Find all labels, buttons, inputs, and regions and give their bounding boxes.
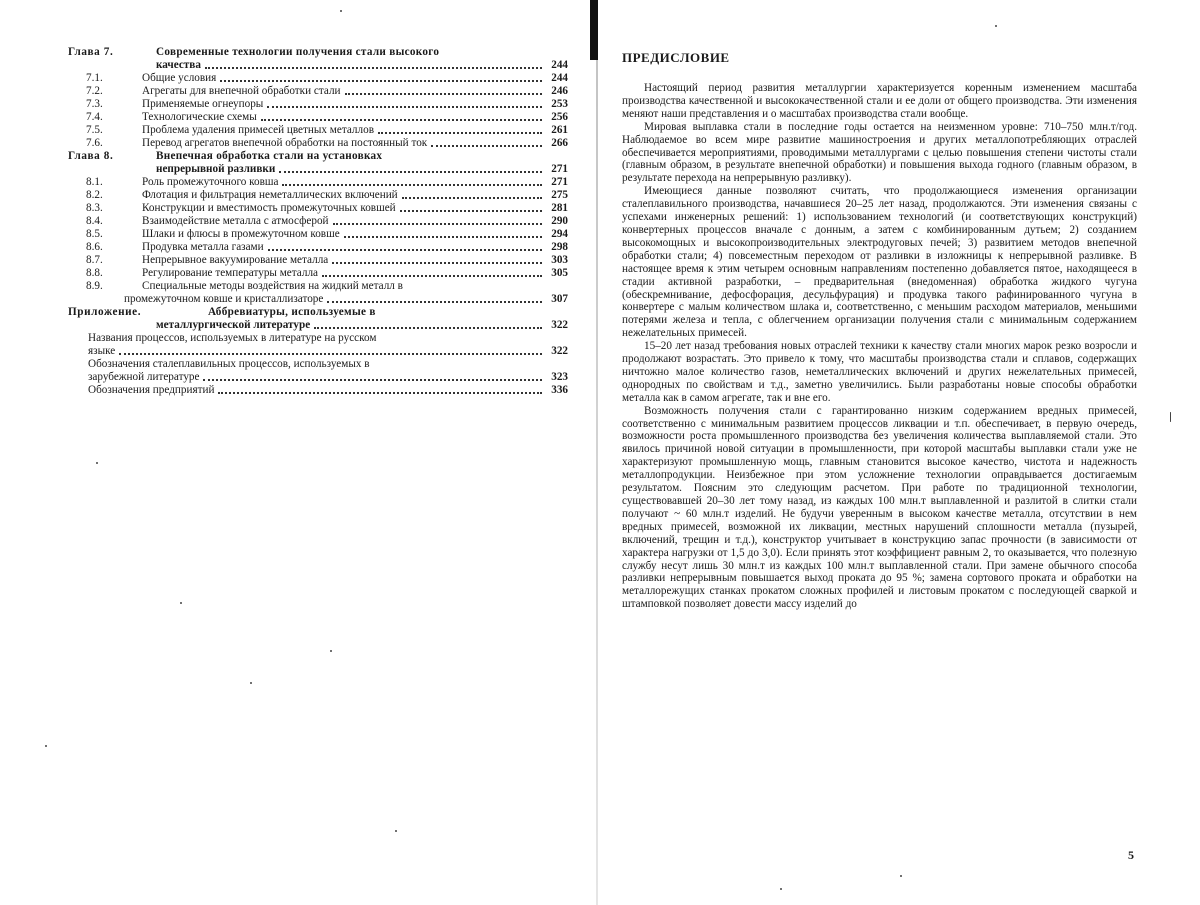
book-gutter-line bbox=[596, 60, 598, 905]
page-number: 5 bbox=[1128, 848, 1134, 862]
toc-entry-number: 8.8. bbox=[86, 267, 103, 279]
preface-paragraph: Возможность получения стали с гарантированно низким содержанием вредных примесей, соответственно с минимальным развитием процессов ликвации и т.п. обеспечивает, в первую очередь, возможности роста промышленного производства без увеличения количества выплавляемой стали. Это явилось причиной новой ситуации в промышленности, при которой масштабы выплавки стали уже не характеризуют промышленную мощь, главным становится высокое качество, чистота и надежность металлопродукции. Неизбежное при этом усложнение технологии оправдывается достигаемым результатом. Поясним это следующим расчетом. При работе по традиционной технологии, существовавшей 20–30 лет тому назад, из каждых 100 млн.т выплавленной и разлитой в слитки стали получают ~ 60 млн.т изделий. Не будучи уверенным в высоком качестве металла, отсутствии в нем вредных примесей, возможной их ликвации, местных нарушений сплошности металла (пузырей, включений, трещин и т.д.), конструктор учитывает в конструкцию запас прочности (в зависимости от характера нагрузки от 1,5 до 3,0). Если принять этот коэффициент равным 2, то оказывается, что полезную службу несут лишь 30 млн.т из каждых 100 млн.т выплавленной стали. При замене обычного способа разливки непрерывным повышается выход проката до 95 %; замена сортового проката и обработки на металлорежущих станках прокатом сложных профилей и листовым прокатом с последующей сваркой и штамповкой позволяет довести массу изделий до bbox=[622, 404, 1137, 611]
toc-entry-row bbox=[68, 85, 568, 98]
toc-entry-title: Внепечная обработка стали на установках bbox=[156, 150, 383, 162]
toc-dot-leader bbox=[322, 274, 542, 277]
toc-chapter-row bbox=[68, 46, 568, 59]
toc-entry-title: Агрегаты для внепечной обработки стали bbox=[142, 85, 341, 97]
toc-entry-title: зарубежной литературе bbox=[88, 371, 200, 383]
toc-page-number: 266 bbox=[551, 137, 568, 149]
toc-dot-leader bbox=[380, 315, 542, 316]
toc-entry-title: Роль промежуточного ковша bbox=[142, 176, 279, 188]
toc-entry-title: Продувка металла газами bbox=[142, 241, 264, 253]
toc-entry-title: Проблема удаления примесей цветных металлов bbox=[142, 124, 374, 136]
toc-entry-row bbox=[68, 332, 568, 345]
toc-entry-row bbox=[68, 280, 568, 293]
toc-page-number: 244 bbox=[551, 59, 568, 71]
scan-speck bbox=[780, 888, 782, 890]
toc-page-number: 281 bbox=[551, 202, 568, 214]
toc-entry-row bbox=[68, 124, 568, 137]
toc-entry-row bbox=[68, 202, 568, 215]
toc-chapter-label: Приложение. bbox=[68, 306, 142, 318]
toc-page-number: 322 bbox=[551, 319, 568, 331]
toc-entry-title: Аббревиатуры, используемые в bbox=[208, 306, 376, 318]
scan-speck bbox=[1170, 412, 1171, 422]
toc-page-number: 303 bbox=[551, 254, 568, 266]
toc-entry-number: 8.9. bbox=[86, 280, 103, 292]
preface-paragraph: Имеющиеся данные позволяют считать, что продолжающиеся изменения организации сталеплавильного производства, начавшиеся 20–25 лет назад, продолжаются. Эти изменения связаны с успехами инженерных решений: 1) использованием технологий (и соответствующих конструкций) конвертерных процессов вначале с донным, а затем с комбинированным дутьем; 2) созданием высокомощных и высокопроизводительных электродуговых печей; 3) развитием методов внепечной обработки стали; 4) повсеместным переходом от разливки в изложницы к непрерывной разливке. В настоящее время к этим четырем основным направлениям постепенно добавляется пятое, находящееся в стадии активной разработки, – предварительная (внедоменная) обработка жидкого чугуна (обескремнивание, дефосфорация, десульфурация) и продувка такого рафинированного чугуна в конвертере с малым количеством шлака и, соответственно, с меньшим расходом материалов, меньшими потерями железа и тепла, с облегчением организации получения стали с минимальным содержанием нежелательных примесей. bbox=[622, 185, 1137, 340]
toc-dot-leader bbox=[380, 341, 542, 342]
toc-entry-number: 8.2. bbox=[86, 189, 103, 201]
toc-entry-number: 7.2. bbox=[86, 85, 103, 97]
toc-entry-title: Взаимодействие металла с атмосферой bbox=[142, 215, 329, 227]
toc-entry-number: 8.1. bbox=[86, 176, 103, 188]
scan-speck bbox=[180, 602, 182, 604]
toc-page-number: 256 bbox=[551, 111, 568, 123]
toc-page-number: 322 bbox=[551, 345, 568, 357]
preface-paragraph: Мировая выплавка стали в последние годы остается на неизменном уровне: 710–750 млн.т/год. Наблюдаемое во всем мире развитие машиностроения и других металлопотребляющих отраслей обеспечивается мероприятиями, проводимыми металлургами с целью повышения степени чистоты стали (главным образом, в результате внепечной обработки) и повышения выхода годного (главным образом, в результате перехода на непрерывную разливку). bbox=[622, 120, 1137, 185]
toc-entry-row bbox=[68, 228, 568, 241]
toc-entry-title: Специальные методы воздействия на жидкий металл в bbox=[142, 280, 403, 292]
toc-dot-leader bbox=[279, 170, 542, 173]
toc-dot-leader bbox=[402, 196, 542, 199]
preface-body bbox=[622, 82, 1137, 611]
toc-entry-row bbox=[68, 137, 568, 150]
toc-entry-row bbox=[68, 345, 568, 358]
toc-entry-row bbox=[68, 98, 568, 111]
scan-speck bbox=[395, 830, 397, 832]
book-gutter-shadow bbox=[590, 0, 598, 60]
toc-chapter-label: Глава 7. bbox=[68, 46, 114, 58]
toc-dot-leader bbox=[220, 79, 542, 82]
scan-speck bbox=[900, 875, 902, 877]
toc-entry-title: Флотация и фильтрация неметаллических включений bbox=[142, 189, 398, 201]
toc-entry-title: Обозначения сталеплавильных процессов, используемых в bbox=[88, 358, 370, 370]
toc-entry-number: 7.6. bbox=[86, 137, 103, 149]
toc-page-number: 305 bbox=[551, 267, 568, 279]
toc-entry-title: непрерывной разливки bbox=[156, 163, 276, 175]
toc-entry-title: Современные технологии получения стали высокого bbox=[156, 46, 440, 58]
toc-entry-title: Обозначения предприятий bbox=[88, 384, 215, 396]
toc-entry-number: 7.4. bbox=[86, 111, 103, 123]
toc-entry-row bbox=[68, 72, 568, 85]
toc-dot-leader bbox=[261, 118, 542, 121]
toc-chapter-label: Глава 8. bbox=[68, 150, 114, 162]
toc-page-number: 244 bbox=[551, 72, 568, 84]
toc-entry-row bbox=[68, 241, 568, 254]
toc-entry-title: Шлаки и флюсы в промежуточном ковше bbox=[142, 228, 340, 240]
toc-entry-number: 7.5. bbox=[86, 124, 103, 136]
toc-entry-title: Общие условия bbox=[142, 72, 217, 84]
toc-dot-leader bbox=[431, 144, 542, 147]
toc-page-number: 298 bbox=[551, 241, 568, 253]
toc-entry-title: Технологические схемы bbox=[142, 111, 257, 123]
toc-dot-leader bbox=[345, 92, 542, 95]
scan-speck bbox=[995, 25, 997, 27]
toc-dot-leader bbox=[332, 261, 542, 264]
toc-dot-leader bbox=[119, 352, 542, 355]
toc-entry-number: 8.7. bbox=[86, 254, 103, 266]
toc-dot-leader bbox=[344, 235, 542, 238]
toc-page-number: 290 bbox=[551, 215, 568, 227]
scan-speck bbox=[340, 10, 342, 12]
preface-heading: ПРЕДИСЛОВИЕ bbox=[622, 50, 730, 65]
toc-dot-leader bbox=[333, 222, 542, 225]
toc-page-number: 246 bbox=[551, 85, 568, 97]
toc-entry-number: 8.3. bbox=[86, 202, 103, 214]
toc-entry-row bbox=[68, 358, 568, 371]
toc-page-number: 253 bbox=[551, 98, 568, 110]
toc-entry-row bbox=[68, 267, 568, 280]
toc-entry-number: 8.4. bbox=[86, 215, 103, 227]
toc-entry-title: качества bbox=[156, 59, 201, 71]
table-of-contents bbox=[68, 46, 568, 397]
scan-speck bbox=[45, 745, 47, 747]
toc-entry-title: Применяемые огнеупоры bbox=[142, 98, 264, 110]
toc-entry-row bbox=[68, 371, 568, 384]
toc-entry-title: металлургической литературе bbox=[156, 319, 311, 331]
toc-entry-row bbox=[68, 59, 568, 72]
toc-entry-title: Непрерывное вакуумирование металла bbox=[142, 254, 329, 266]
toc-page-number: 323 bbox=[551, 371, 568, 383]
toc-dot-leader bbox=[378, 131, 542, 134]
toc-page-number: 275 bbox=[551, 189, 568, 201]
toc-chapter-row bbox=[68, 306, 568, 319]
toc-entry-number: 7.3. bbox=[86, 98, 103, 110]
toc-entry-title: языке bbox=[88, 345, 116, 357]
toc-page-number: 336 bbox=[551, 384, 568, 396]
toc-entry-number: 8.6. bbox=[86, 241, 103, 253]
toc-page-number: 294 bbox=[551, 228, 568, 240]
scan-speck bbox=[250, 682, 252, 684]
toc-entry-row bbox=[68, 176, 568, 189]
preface-page bbox=[622, 50, 1137, 611]
toc-entry-row bbox=[68, 163, 568, 176]
toc-entry-title: Названия процессов, используемых в литературе на русском bbox=[88, 332, 377, 344]
preface-paragraph: 15–20 лет назад требования новых отраслей техники к качеству стали многих марок резко возросли и продолжают возрастать. Это привело к тому, что масштабы производства стали и сплавов, содержащих ничтожно малое количество газов, неметаллических включений и других нежелательных примесей, однородных по свойствам и т.д., заметно увеличились. Были разработаны новые способы обработки металла как в самом агрегате, так и вне его. bbox=[622, 340, 1137, 404]
toc-page-number: 271 bbox=[551, 176, 568, 188]
toc-entry-title: промежуточном ковше и кристаллизаторе bbox=[124, 293, 324, 305]
toc-entry-row bbox=[68, 319, 568, 332]
toc-dot-leader bbox=[327, 300, 542, 303]
toc-page-number: 307 bbox=[551, 293, 568, 305]
toc-dot-leader bbox=[400, 209, 542, 212]
scan-speck bbox=[96, 462, 98, 464]
toc-entry-number: 8.5. bbox=[86, 228, 103, 240]
toc-dot-leader bbox=[282, 183, 542, 186]
toc-page-number: 271 bbox=[551, 163, 568, 175]
toc-dot-leader bbox=[314, 326, 542, 329]
toc-dot-leader bbox=[407, 289, 542, 290]
toc-entry-row bbox=[68, 254, 568, 267]
toc-entry-title: Регулирование температуры металла bbox=[142, 267, 318, 279]
scan-speck bbox=[330, 650, 332, 652]
toc-entry-row bbox=[68, 215, 568, 228]
toc-entry-row bbox=[68, 111, 568, 124]
preface-paragraph: Настоящий период развития металлургии характеризуется коренным изменением масштаба производства качественной и высококачественной стали и ее доли от общего производства. Эти изменения меняют наши представления и о масштабах производства стали вообще. bbox=[622, 82, 1137, 120]
toc-dot-leader bbox=[443, 55, 542, 56]
toc-entry-row bbox=[68, 189, 568, 202]
toc-chapter-row bbox=[68, 150, 568, 163]
toc-entry-title: Перевод агрегатов внепечной обработки на постоянный ток bbox=[142, 137, 428, 149]
toc-page-number: 261 bbox=[551, 124, 568, 136]
toc-dot-leader bbox=[386, 159, 542, 160]
toc-dot-leader bbox=[203, 378, 542, 381]
toc-entry-row bbox=[68, 293, 568, 306]
toc-entry-row bbox=[68, 384, 568, 397]
toc-entry-title: Конструкции и вместимость промежуточных ковшей bbox=[142, 202, 396, 214]
toc-dot-leader bbox=[205, 66, 542, 69]
toc-dot-leader bbox=[267, 105, 542, 108]
toc-dot-leader bbox=[218, 391, 542, 394]
toc-dot-leader bbox=[374, 367, 542, 368]
toc-dot-leader bbox=[268, 248, 542, 251]
toc-entry-number: 7.1. bbox=[86, 72, 103, 84]
